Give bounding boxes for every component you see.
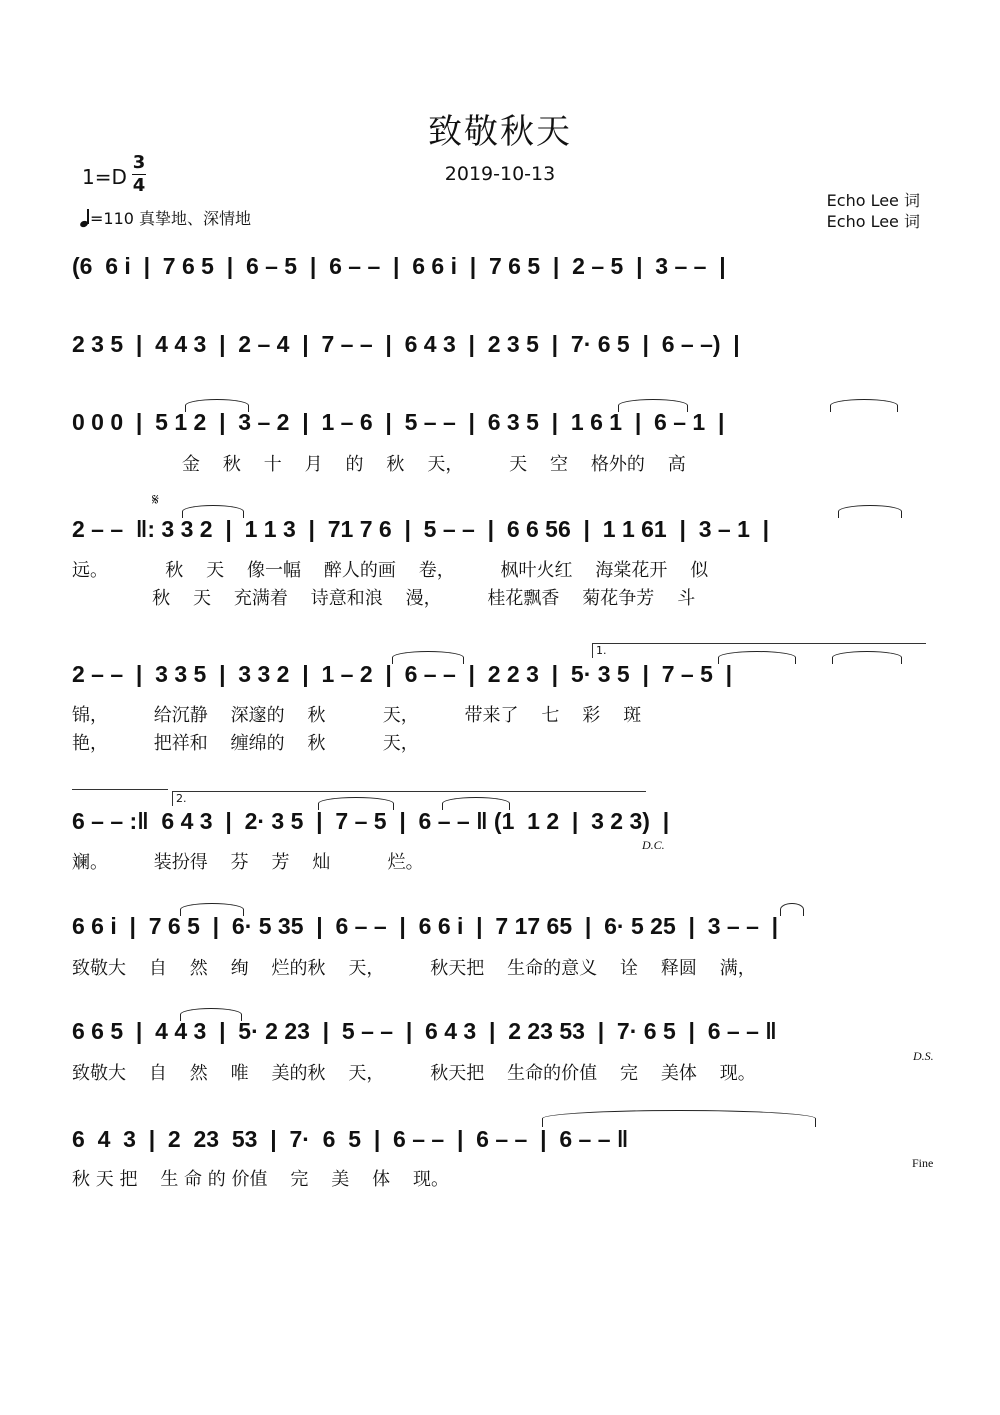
score-row-8 — [72, 1018, 932, 1048]
quarter-note-icon — [80, 209, 90, 227]
slur — [718, 651, 796, 664]
lyrics-row-6 — [72, 848, 932, 872]
slur — [180, 1008, 242, 1021]
score-row-7 — [72, 913, 932, 943]
lyric-line: 远。 秋 天 像一幅 醉人的画 卷， 枫叶火红 海棠花开 似 — [72, 560, 709, 581]
notes-row-4: 2 – – ‖: 3 3 2 | 1 1 3 | 71 7 6 | 5 – – | 6 6 56 | 1 1 61 | 3 – 1 | — [72, 516, 770, 542]
slur — [780, 903, 804, 916]
lyrics-row-9 — [72, 1165, 932, 1189]
slur — [830, 399, 898, 412]
time-signature-bottom: 4 — [132, 175, 146, 196]
slur — [318, 797, 394, 810]
notes-row-2: 2 3 5 | 4 4 3 | 2 – 4 | 7 – – | 6 4 3 | 2 3 5 | 7· 6 5 | 6 – –) | — [72, 331, 740, 357]
slur — [838, 505, 902, 518]
lyric-line: 秋 天 把 生 命 的 价值 完 美 体 现。 — [72, 1169, 450, 1190]
slur — [392, 651, 464, 664]
lyrics-row-3 — [72, 450, 932, 474]
notes-row-6: 6 – – :‖ 6 4 3 | 2· 3 5 | 7 – 5 | 6 – – ‖ (1 1 2 | 3 2 3) | — [72, 808, 670, 834]
slur — [442, 797, 510, 810]
lyric-line: 斓。 装扮得 芬 芳 灿 烂。 — [72, 852, 424, 873]
notes-row-7: 6 6 i | 7 6 5 | 6· 5 35 | 6 – – | 6 6 i | 7 17 65 | 6· 5 25 | 3 – – | — [72, 913, 779, 939]
lyrics-row-4-verse-2 — [72, 584, 932, 608]
lyrics-row-5-verse-2 — [72, 729, 932, 753]
slur — [180, 903, 244, 916]
volta-1-end — [72, 789, 168, 804]
composer-credit: Echo Lee 词 — [826, 212, 920, 231]
lyric-line: 致敬大 自 然 绚 烂的秋 天， 秋天把 生命的意义 诠 释圆 满， — [72, 958, 756, 979]
lyric-line: 锦， 给沉静 深邃的 秋 天， 带来了 七 彩 斑 — [72, 705, 642, 726]
key-signature: 1=D — [82, 165, 127, 189]
song-title: 致敬秋天 — [428, 112, 572, 152]
volta-2-label: 2. — [176, 792, 187, 805]
score-row-6 — [72, 808, 932, 838]
volta-1-label: 1. — [596, 644, 607, 657]
tempo-text: =110 真挚地、深情地 — [90, 209, 252, 228]
notes-row-1: (6 6 i | 7 6 5 | 6 – 5 | 6 – – | 6 6 i | 7 6 5 | 2 – 5 | 3 – – | — [72, 253, 726, 279]
lyric-line: 金 秋 十 月 的 秋 天， 天 空 格外的 高 — [182, 454, 686, 475]
segno-icon: 𝄋 — [152, 492, 159, 509]
notes-row-3: 0 0 0 | 5 1 2 | 3 – 2 | 1 – 6 | 5 – – | 6 3 5 | 1 6 1 | 6 – 1 | — [72, 409, 725, 435]
score-row-3 — [72, 409, 932, 439]
notes-row-9: 6 4 3 | 2 23 53 | 7· 6 5 | 6 – – | 6 – – | 6 – – ‖ — [72, 1126, 629, 1152]
lyric-line: 秋 天 充满着 诗意和浪 漫， 桂花飘香 菊花争芳 斗 — [72, 588, 696, 609]
volta-2 — [172, 791, 646, 806]
lyrics-row-7 — [72, 954, 932, 978]
slur — [832, 651, 902, 664]
lyric-line: 致敬大 自 然 唯 美的秋 天， 秋天把 生命的价值 完 美体 现。 — [72, 1063, 756, 1084]
tie — [542, 1110, 816, 1127]
score-row-4 — [72, 516, 932, 546]
lyric-line: 艳， 把祥和 缠绵的 秋 天， — [72, 733, 419, 754]
notes-row-8: 6 6 5 | 4 4 3 | 5· 2 23 | 5 – – | 6 4 3 | 2 23 53 | 7· 6 5 | 6 – – ‖ — [72, 1018, 777, 1044]
score-row-2 — [72, 331, 932, 361]
lyrics-row-4-verse-1 — [72, 556, 932, 580]
lyricist-credit: Echo Lee 词 — [826, 191, 920, 210]
score-row-1 — [72, 253, 932, 283]
slur — [618, 399, 688, 412]
slur — [185, 399, 249, 412]
fine-marking: Fine — [912, 1156, 934, 1170]
score-row-9 — [72, 1126, 932, 1156]
tempo-marking — [80, 206, 251, 229]
time-signature — [132, 153, 146, 196]
slur — [182, 505, 244, 518]
score-row-5 — [72, 661, 932, 691]
lyrics-row-8 — [72, 1059, 932, 1083]
lyrics-row-5-verse-1 — [72, 701, 932, 725]
time-signature-top: 3 — [132, 152, 146, 173]
notes-row-5: 2 – – | 3 3 5 | 3 3 2 | 1 – 2 | 6 – – | 2 2 3 | 5· 3 5 | 7 – 5 | — [72, 661, 733, 687]
song-date: 2019-10-13 — [444, 163, 556, 185]
dc-marking: D.C. — [642, 838, 665, 852]
ds-marking: D.S. — [913, 1049, 934, 1063]
